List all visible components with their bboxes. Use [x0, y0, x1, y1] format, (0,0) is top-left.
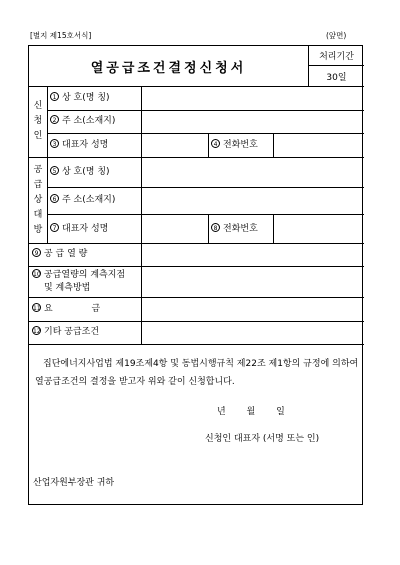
row-divider [29, 321, 364, 322]
processing-period-value: 30일 [309, 66, 364, 87]
applicant-company-name-label: 1 상 호(명 칭) [50, 93, 110, 104]
supplier-address-label: 6 주 소(소재지) [50, 195, 115, 206]
metering-point-label: 10 공급열량의 계측지점 [33, 270, 126, 280]
phone-cell-divider [208, 133, 209, 157]
row-divider [47, 133, 364, 134]
phone-cell-divider [208, 214, 209, 243]
row-divider [47, 187, 364, 188]
recipient: 산업자원부장관 귀하 [33, 478, 115, 488]
form-title: 열공급조건결정신청서 [29, 46, 309, 87]
fee-label: 11 요 금 [33, 304, 101, 314]
section-divider [29, 243, 364, 244]
form-number: [별지 제15호서식] [30, 31, 92, 40]
label-column-divider [141, 87, 142, 344]
application-statement: 집단에너지사업법 제19조제4항 및 동법시행규칙 제22조 제1항의 규정에 의하여 열공급조건의 결정을 받고자 위와 같이 신청합니다. [35, 359, 359, 387]
phone-cell-divider [273, 214, 274, 243]
phone-cell-divider [273, 133, 274, 157]
applicant-address-label: 2 주 소(소재지) [50, 116, 115, 127]
metering-method-label: 및 계측방법 [44, 283, 91, 293]
group-label-divider [47, 87, 48, 243]
supplier-representative-label: 7 대표자 성명 [50, 224, 108, 235]
page-face-label: (앞면) [326, 31, 347, 40]
row-divider [29, 297, 364, 298]
applicant-signature-line: 신청인 대표자 (서명 또는 인) [205, 434, 320, 444]
applicant-group-label: 신 청 인 [33, 101, 43, 141]
date-line: 년 월 일 [217, 407, 285, 417]
supplier-phone-label: 8 전화번호 [211, 224, 258, 235]
heat-supply-amount-label: 9 공 급 열 량 [32, 249, 87, 260]
other-conditions-label: 12 기타 공급조건 [33, 327, 100, 337]
application-form [28, 45, 363, 505]
supplier-company-name-label: 5 상 호(명 칭) [50, 167, 110, 178]
row-divider [29, 344, 364, 345]
section-divider [29, 157, 364, 158]
applicant-representative-label: 3 대표자 성명 [50, 140, 108, 151]
supplier-group-label: 공 급 상 대 방 [33, 165, 43, 235]
row-divider [47, 110, 364, 111]
row-divider [29, 266, 364, 267]
row-divider [47, 214, 364, 215]
processing-period-label: 처리기간 [309, 46, 364, 66]
applicant-phone-label: 4 전화번호 [211, 140, 258, 151]
